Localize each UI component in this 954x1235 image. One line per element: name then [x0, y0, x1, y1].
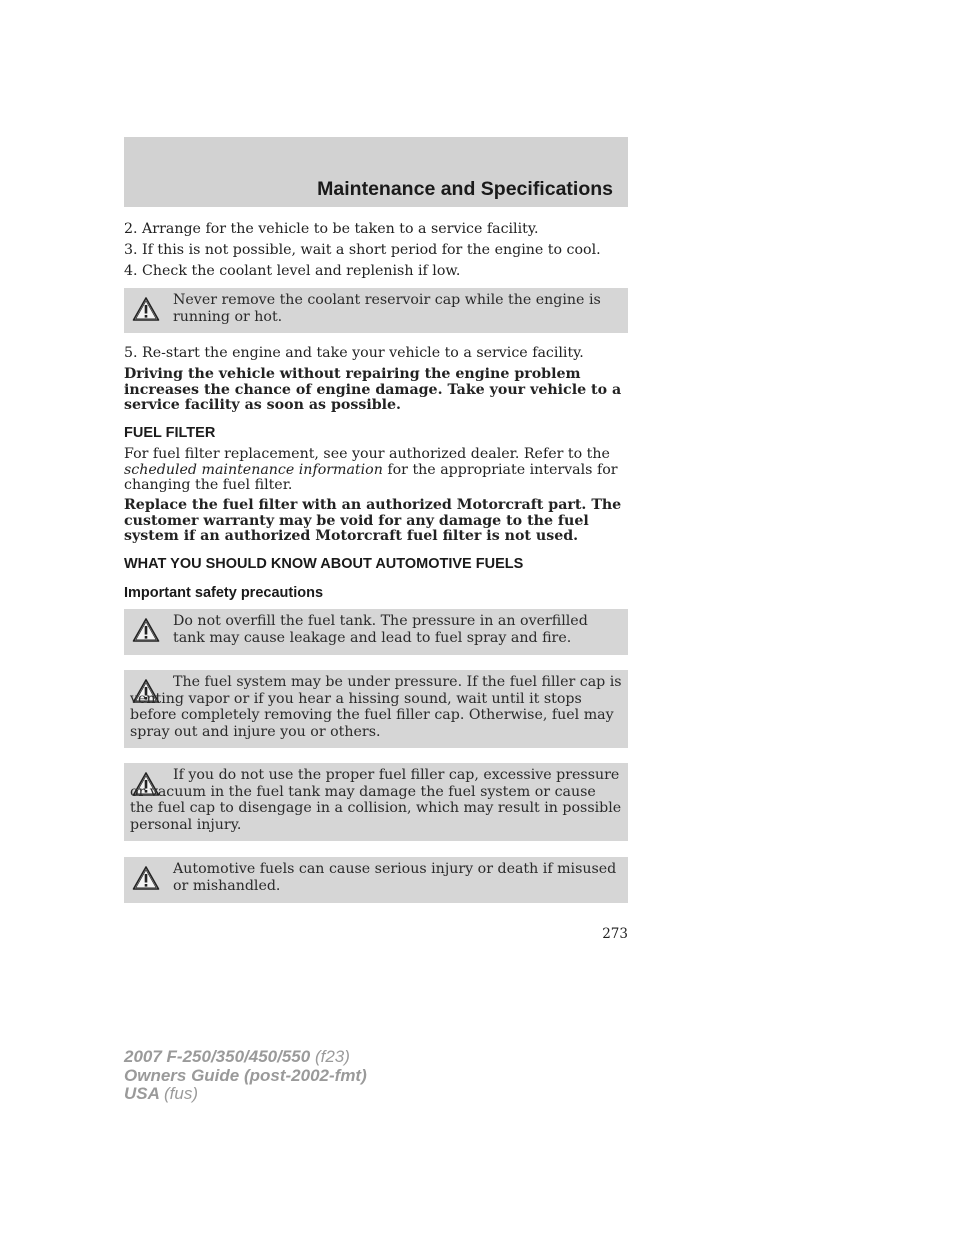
maintenance-reference: scheduled maintenance information [124, 461, 383, 478]
section-header-bar [124, 137, 628, 207]
footer-guide: Owners Guide (post-2002-fmt) [124, 1065, 367, 1085]
steps-list [124, 222, 628, 280]
footer-line-1 [124, 1048, 367, 1067]
fuel-filter-caution: Replace the fuel filter with an authorized Motorcraft part. The customer warranty may be void for any damage to the fuel system if an authorized Motorcraft fuel filter is not used. [124, 497, 622, 544]
fuel-filter-heading: FUEL FILTER [124, 425, 216, 441]
intro-text-before: For fuel filter replacement, see your authorized dealer. Refer to the [124, 446, 610, 462]
warning-box [124, 857, 628, 903]
safety-subheading: Important safety precautions [124, 585, 324, 601]
warning-box [124, 763, 628, 841]
footer-market-code: (fus) [164, 1084, 198, 1103]
warning-text: The fuel system may be under pressure. If the fuel filler cap is venting vapor or if you hear a hissing sound, wait until it stops before completely removing the fuel filler cap. Otherwise, fuel may spray out and injure you or others. [130, 674, 622, 740]
footer-model: 2007 F-250/350/450/550 [124, 1047, 311, 1066]
document-footer [124, 1048, 367, 1104]
warning-text: Automotive fuels can cause serious injury or death if misused or mishandled. [173, 861, 617, 894]
footer-line-2 [124, 1067, 367, 1086]
fuels-heading: WHAT YOU SHOULD KNOW ABOUT AUTOMOTIVE FUELS [124, 556, 524, 572]
warning-text: Never remove the coolant reservoir cap while the engine is running or hot. [173, 292, 601, 325]
step-5: 5. Re-start the engine and take your vehicle to a service facility. [124, 345, 584, 361]
footer-model-code: (f23) [314, 1047, 350, 1066]
fuel-filter-intro [124, 447, 628, 494]
section-title: Maintenance and Specifications [317, 178, 613, 200]
warning-box [124, 288, 628, 333]
warning-box [124, 609, 628, 655]
warning-text: Do not overfill the fuel tank. The pressure in an overfilled tank may cause leakage and lead to fuel spray and fire. [173, 613, 588, 646]
engine-caution: Driving the vehicle without repairing the engine problem increases the chance of engine damage. Take your vehicle to a service facility as soon as possible. [124, 366, 622, 413]
intro-text-after: for the appropriate intervals for changing the fuel filter. [124, 461, 618, 493]
footer-line-3 [124, 1085, 367, 1104]
step-2: 2. Arrange for the vehicle to be taken to a service facility. [124, 221, 539, 237]
step-3: 3. If this is not possible, wait a short period for the engine to cool. [124, 242, 601, 258]
step-4: 4. Check the coolant level and replenish if low. [124, 263, 461, 279]
warning-text: If you do not use the proper fuel filler cap, excessive pressure or vacuum in the fuel tank may damage the fuel system or cause the fuel cap to disengage in a collision, which may result in possible personal injury. [130, 767, 622, 833]
warning-box [124, 670, 628, 748]
page-number: 273 [602, 926, 628, 942]
footer-market: USA [124, 1084, 160, 1103]
